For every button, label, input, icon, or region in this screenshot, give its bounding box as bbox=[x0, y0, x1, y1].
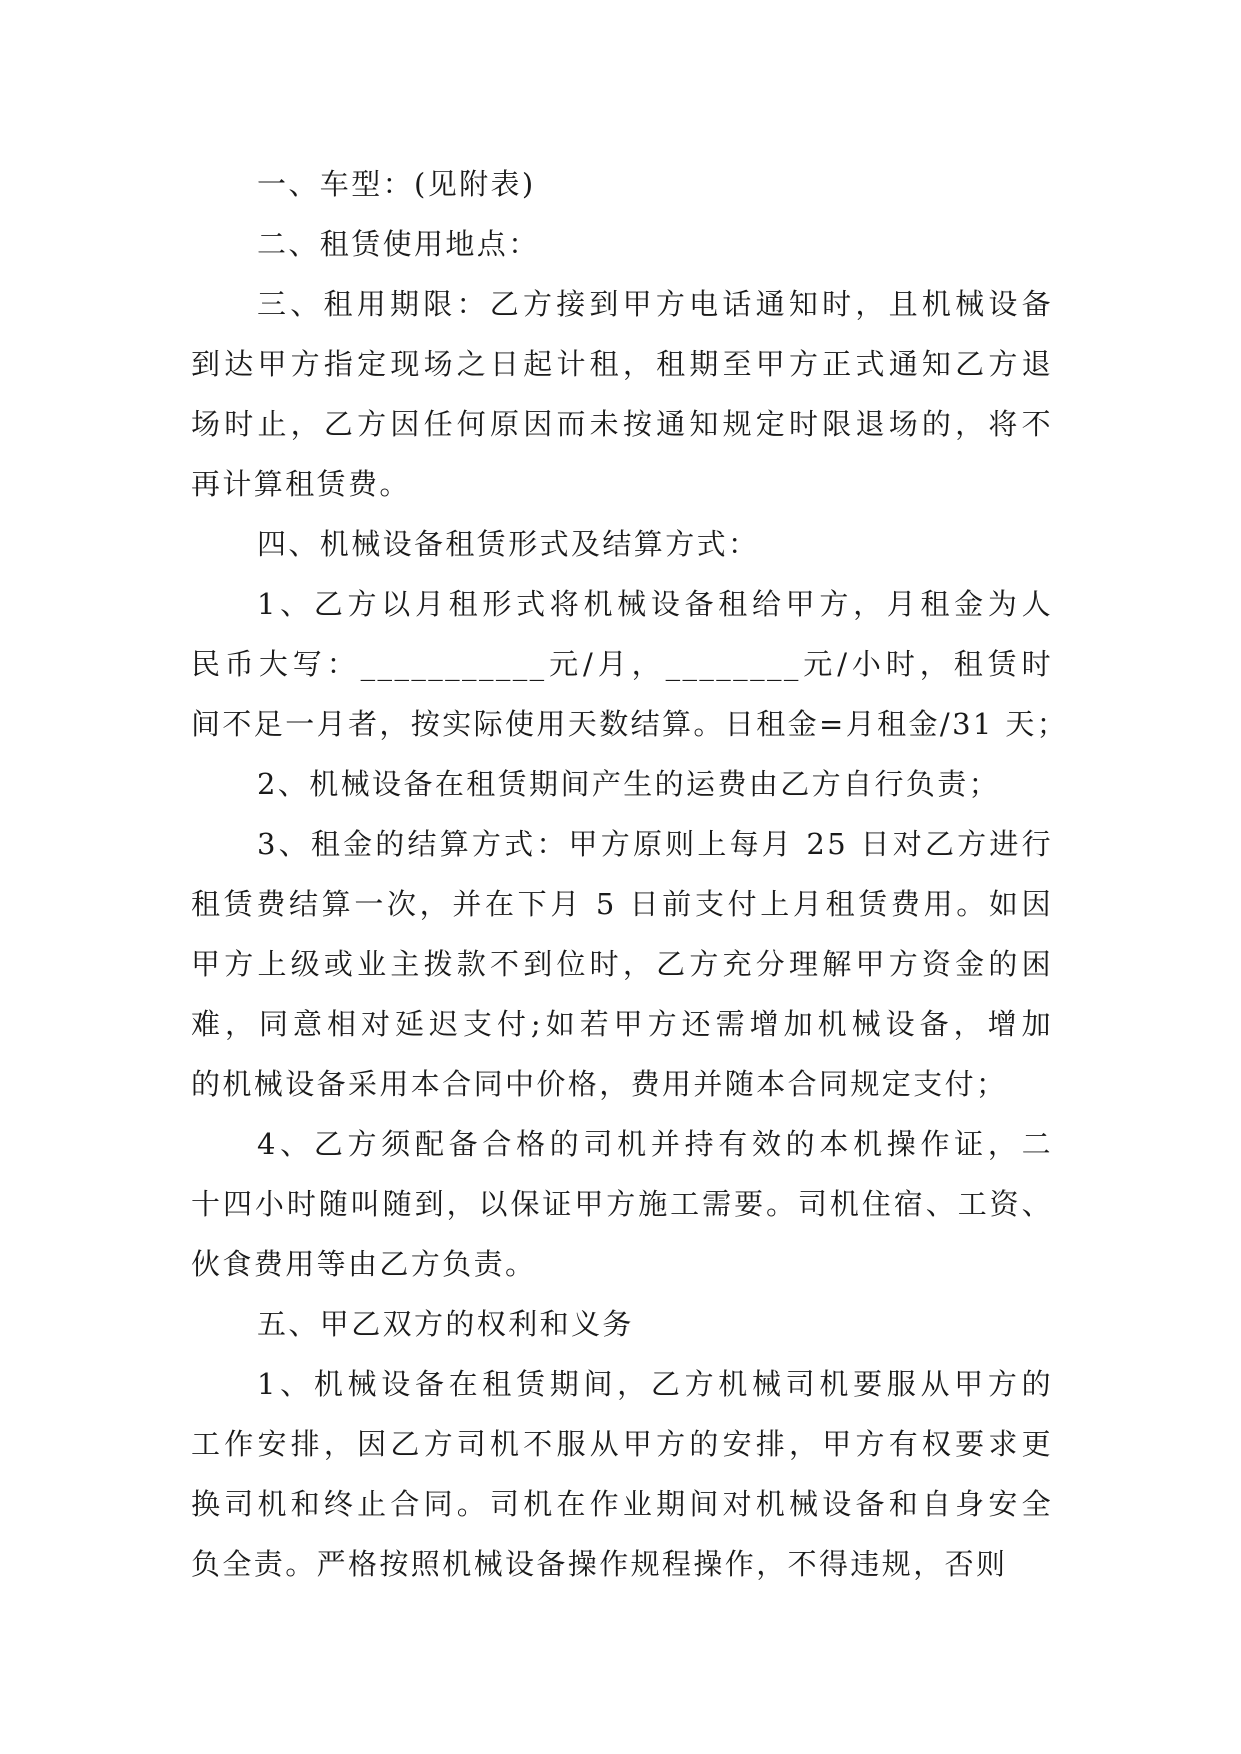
document-body bbox=[191, 154, 1069, 1594]
text-line: 1、乙方以月租形式将机械设备租给甲方，月租金为人 bbox=[257, 587, 1053, 621]
text-line: 间不足一月者，按实际使用天数结算。日租金=月租金/31 天； bbox=[191, 707, 1069, 741]
text-line: 甲方上级或业主拨款不到位时，乙方充分理解甲方资金的困 bbox=[191, 947, 1053, 981]
paragraph bbox=[191, 514, 1053, 574]
text-line: 四、机械设备租赁形式及结算方式： bbox=[257, 527, 760, 561]
text-line: 的机械设备采用本合同中价格，费用并随本合同规定支付； bbox=[191, 1067, 1008, 1101]
text-line: 4、乙方须配备合格的司机并持有效的本机操作证，二 bbox=[257, 1127, 1053, 1161]
text-line: 伙食费用等由乙方负责。 bbox=[191, 1247, 537, 1281]
paragraph bbox=[191, 1354, 1053, 1594]
text-line: 二、租赁使用地点： bbox=[257, 227, 540, 261]
paragraph bbox=[191, 274, 1053, 514]
text-line: 3、租金的结算方式：甲方原则上每月 25 日对乙方进行 bbox=[257, 827, 1053, 861]
text-line: 2、机械设备在租赁期间产生的运费由乙方自行负责； bbox=[257, 767, 1001, 801]
paragraph bbox=[191, 754, 1053, 814]
text-line: 五、甲乙双方的权利和义务 bbox=[257, 1307, 634, 1341]
text-line: 三、租用期限：乙方接到甲方电话通知时，且机械设备 bbox=[257, 287, 1053, 321]
text-line: 到达甲方指定现场之日起计租，租期至甲方正式通知乙方退 bbox=[191, 347, 1053, 381]
paragraph bbox=[191, 814, 1053, 1114]
paragraph bbox=[191, 214, 1053, 274]
text-line: 工作安排，因乙方司机不服从甲方的安排，甲方有权要求更 bbox=[191, 1427, 1053, 1461]
text-line: 场时止，乙方因任何原因而未按通知规定时限退场的，将不 bbox=[191, 407, 1053, 441]
paragraph bbox=[191, 1114, 1053, 1294]
text-line: 负全责。严格按照机械设备操作规程操作，不得违规，否则 bbox=[191, 1547, 1008, 1581]
text-line: 换司机和终止合同。司机在作业期间对机械设备和自身安全 bbox=[191, 1487, 1053, 1521]
text-line: 租赁费结算一次，并在下月 5 日前支付上月租赁费用。如因 bbox=[191, 887, 1053, 921]
text-line: 十四小时随叫随到，以保证甲方施工需要。司机住宿、工资、 bbox=[191, 1187, 1053, 1221]
text-line: 1、机械设备在租赁期间，乙方机械司机要服从甲方的 bbox=[257, 1367, 1053, 1401]
text-line: 再计算租赁费。 bbox=[191, 467, 411, 501]
text-line: 民币大写：___________元/月，________元/小时，租赁时 bbox=[191, 647, 1053, 681]
paragraph bbox=[191, 154, 1053, 214]
paragraph bbox=[191, 574, 1069, 754]
text-line: 难，同意相对延迟支付;如若甲方还需增加机械设备，增加 bbox=[191, 1007, 1053, 1041]
text-line: 一、车型：(见附表) bbox=[257, 167, 536, 201]
paragraph bbox=[191, 1294, 1053, 1354]
